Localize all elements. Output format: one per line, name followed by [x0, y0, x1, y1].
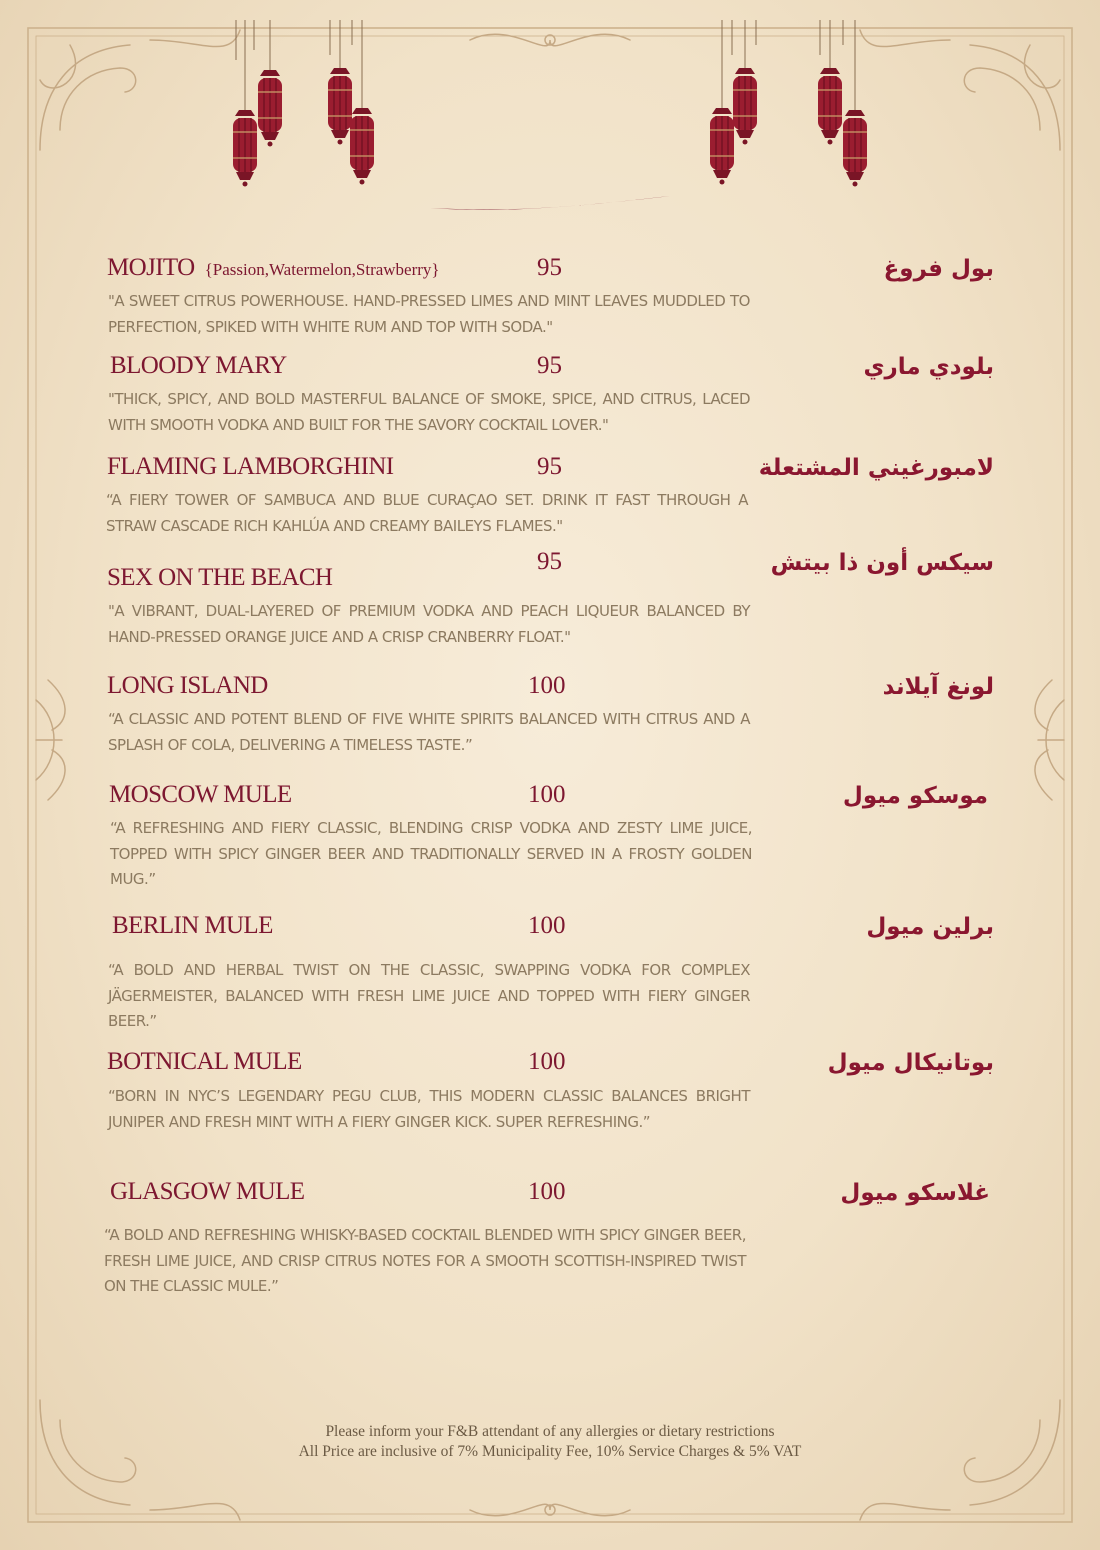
item-name-arabic: لامبورغيني المشتعلة [758, 455, 994, 481]
item-price: 100 [528, 1048, 566, 1075]
item-description: “BORN IN NYC’S LEGENDARY PEGU CLUB, THIS MODERN CLASSIC BALANCES BRIGHT JUNIPER AND FRESH MINT WITH A FIERY GINGER KICK. SUPER REFRESHING.” [108, 1087, 750, 1131]
item-description: “A BOLD AND HERBAL TWIST ON THE CLASSIC, SWAPPING VODKA FOR COMPLEX JÄGERMEISTER, BALANCED WITH FRESH LIME JUICE AND TOPPED WITH FIERY GINGER BEER.” [108, 961, 750, 1030]
pricing-notice: All Price are inclusive of 7% Municipality Fee, 10% Service Charges & 5% VAT [298, 1443, 802, 1460]
item-description: “A BOLD AND REFRESHING WHISKY-BASED COCKTAIL BLENDED WITH SPICY GINGER BEER, FRESH LIME JUICE, AND CRISP CITRUS NOTES FOR A SMOOTH SCOTTISH-INSPIRED TWIST ON THE CLASSIC MULE.” [104, 1226, 746, 1295]
item-name: BERLIN MULE [112, 912, 273, 939]
item-description: “A FIERY TOWER OF SAMBUCA AND BLUE CURAÇAO SET. DRINK IT FAST THROUGH A STRAW CASCADE RICH KAHLÚA AND CREAMY BAILEYS FLAMES." [106, 491, 748, 535]
item-price: 95 [537, 352, 562, 379]
item-description: “A CLASSIC AND POTENT BLEND OF FIVE WHITE SPIRITS BALANCED WITH CITRUS AND A SPLASH OF COLA, DELIVERING A TIMELESS TASTE.” [108, 710, 750, 754]
footer-notice [0, 1422, 1100, 1462]
item-price: 95 [537, 548, 562, 575]
allergy-notice: Please inform your F&B attendant of any allergies or dietary restrictions [325, 1423, 775, 1440]
item-name-arabic: سيكس أون ذا بيتش [770, 550, 994, 576]
item-price: 100 [528, 672, 566, 699]
item-name-arabic: لونغ آيلاند [882, 674, 994, 700]
item-name: BLOODY MARY [110, 352, 287, 379]
item-name: BOTNICAL MULE [107, 1048, 302, 1075]
item-name: GLASGOW MULE [110, 1178, 305, 1205]
item-description: "A SWEET CITRUS POWERHOUSE. HAND-PRESSED LIMES AND MINT LEAVES MUDDLED TO PERFECTION, SPIKED WITH WHITE RUM AND TOP WITH SODA." [108, 292, 750, 336]
item-price: 100 [528, 1178, 566, 1205]
item-price: 100 [528, 781, 566, 808]
item-name-arabic: بول فروغ [883, 256, 994, 282]
item-name-arabic: بوتانيكال ميول [827, 1050, 994, 1076]
item-name-arabic: بلودي ماري [863, 354, 994, 380]
item-name: MOJITO {Passion,Watermelon,Strawberry} [107, 254, 440, 281]
item-price: 95 [537, 453, 562, 480]
item-name-arabic: موسكو ميول [842, 783, 988, 809]
item-price: 100 [528, 912, 566, 939]
divider-swash-icon [430, 192, 670, 216]
item-description: "THICK, SPICY, AND BOLD MASTERFUL BALANCE OF SMOKE, SPICE, AND CITRUS, LACED WITH SMOOTH VODKA AND BUILT FOR THE SAVORY COCKTAIL LOVER." [108, 390, 750, 434]
item-name: LONG ISLAND [107, 672, 268, 699]
item-price: 95 [537, 254, 562, 281]
item-name: MOSCOW MULE [109, 781, 292, 808]
item-description: “A REFRESHING AND FIERY CLASSIC, BLENDING CRISP VODKA AND ZESTY LIME JUICE, TOPPED WITH SPICY GINGER BEER AND TRADITIONALLY SERVED IN A FROSTY GOLDEN MUG.” [110, 819, 752, 888]
item-name: FLAMING LAMBORGHINI [107, 453, 394, 480]
item-name: SEX ON THE BEACH [107, 564, 333, 591]
item-variants: {Passion,Watermelon,Strawberry} [204, 260, 440, 279]
hanging-lanterns-icon [0, 0, 1100, 200]
item-name-arabic: برلين ميول [866, 914, 994, 940]
item-description: "A VIBRANT, DUAL-LAYERED OF PREMIUM VODKA AND PEACH LIQUEUR BALANCED BY HAND-PRESSED ORANGE JUICE AND A CRISP CRANBERRY FLOAT." [108, 602, 750, 646]
item-name-arabic: غلاسكو ميول [840, 1180, 990, 1206]
